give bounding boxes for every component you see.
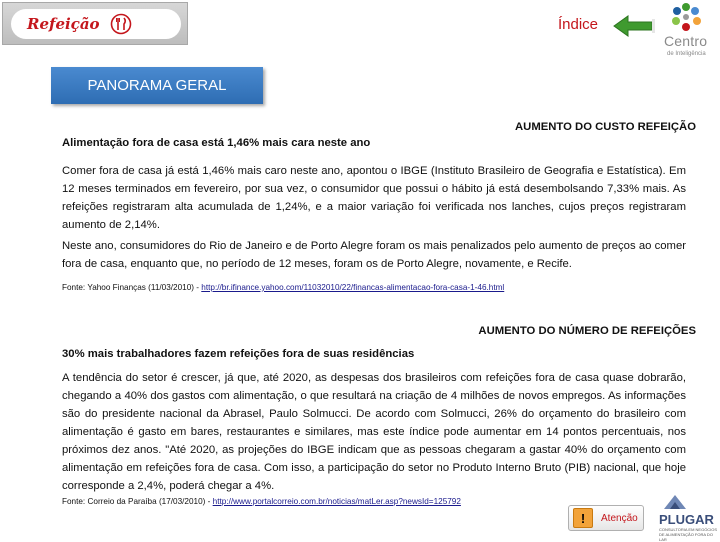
section-1-source-prefix: Fonte: Yahoo Finanças (11/03/2010) - [62, 283, 202, 292]
index-link[interactable]: Índice [558, 16, 599, 33]
section-2-source-link[interactable]: http://www.portalcorreio.com.br/noticias/matLer.asp?newsId=125792 [212, 497, 461, 506]
warning-icon: ! [573, 508, 593, 528]
plugar-logo-text: PLUGAR [659, 512, 714, 527]
section-1-paragraph-1: Comer fora de casa já está 1,46% mais caro neste ano, apontou o IBGE (Instituto Brasileiro de Geografia e Estatística). Em 12 meses terminados em fevereiro, por sua vez, o consumidor que possui o hábito já está desembolsando 7,33% mais. As refeições registraram alta acumulada de 1,24%, e a maior variação foi verificada nos lanches, cujos preços registraram aumento de 2,14%. [62, 165, 686, 231]
centro-logo-title: Centro [664, 33, 708, 49]
section-1-source [62, 283, 504, 292]
section-1-source-link[interactable]: http://br.ifinance.yahoo.com/11032010/22/financas-alimentacao-fora-casa-1-46.html [201, 283, 505, 292]
section-2-source [62, 497, 461, 506]
section-2-title: AUMENTO DO NÚMERO DE REFEIÇÕES [478, 325, 696, 337]
brand-badge [2, 2, 188, 45]
section-2-headline: 30% mais trabalhadores fazem refeições fora de suas residências [62, 348, 415, 360]
section-1-paragraph-2: Neste ano, consumidores do Rio de Janeiro e de Porto Alegre foram os mais penalizados pelo aumento de preços ao comer fora de casa, enquanto que, no período de 12 meses, foram os de Porto Alegre, novamente, e Recife. [62, 240, 686, 270]
plugar-logo-icon [660, 493, 690, 511]
attention-label: Atenção [601, 512, 638, 524]
cutlery-icon [110, 13, 132, 35]
section-2-paragraph-1: A tendência do setor é crescer, já que, até 2020, as despesas dos brasileiros com refeições fora de casa quase dobrarão, chegando a 40% dos gastos com alimentação, o que resultará na criação de 4 milhões de novos empregos. As informações são do presidente nacional da Abrasel, Paulo Solmucci. De acordo com Solmucci, 26% do orçamento do brasileiro com alimentação é gasto em bares, restaurantes e similares, mas este índice pode aumentar em 14 pontos percentuais, nos próximos dez anos. "Até 2020, as projeções do IBGE indicam que as pessoas chegaram a gastar 40% do orçamento com alimentação em refeições fora de casa. Com isso, a participação do setor no Produto Interno Bruto (PIB) nacional, que hoje corresponde a 2,4%, poderá chegar a 4%. [62, 372, 686, 492]
plugar-tagline: CONSULTORIA EM NEGÓCIOS DE ALIMENTAÇÃO FORA DO LAR [659, 527, 718, 542]
centro-inteligencia-logo-icon [664, 2, 708, 34]
brand-label: Refeição [27, 15, 100, 33]
attention-button[interactable] [568, 505, 644, 531]
back-arrow-icon[interactable] [612, 14, 656, 38]
brand-badge-inner [11, 9, 181, 39]
section-1-headline: Alimentação fora de casa está 1,46% mais cara neste ano [62, 137, 371, 149]
section-1-title: AUMENTO DO CUSTO REFEIÇÃO [515, 121, 696, 133]
panel-title: PANORAMA GERAL [51, 67, 263, 104]
section-2-source-prefix: Fonte: Correio da Paraíba (17/03/2010) - [62, 497, 213, 506]
centro-logo-subtitle: de Inteligência [667, 51, 706, 57]
